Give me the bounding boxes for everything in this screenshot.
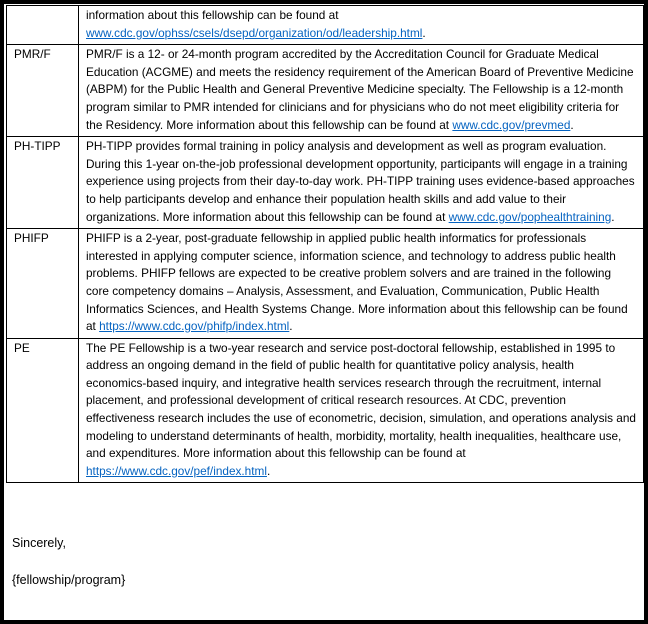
description-period: . (289, 319, 293, 334)
signature-placeholder: {fellowship/program} (12, 573, 126, 588)
fellowship-table (6, 5, 644, 483)
fellowship-acronym: PE (7, 338, 79, 483)
fellowship-description (79, 338, 644, 483)
description-text: PMR/F is a 12- or 24-month program accredited by the Accreditation Council for Graduate Medical Education (ACGME) and meets the residency requirement of the American Board of Preventive Medicine (ABPM) for the Public Health and General Preventive Medicine specialty. The Fellowship is a 12-month program similar to PMR intended for clinicians and for physicians who do not meet eligibility criteria for the Residency. More information about this fellowship can be found at (86, 47, 634, 132)
table-row (7, 137, 644, 229)
table-row (7, 45, 644, 137)
table-row (7, 338, 644, 483)
fellowship-link[interactable]: https://www.cdc.gov/pef/index.html (86, 463, 267, 478)
description-period: . (570, 117, 574, 132)
fellowship-description (79, 6, 644, 45)
table-row (7, 6, 644, 45)
fellowship-link[interactable]: https://www.cdc.gov/phifp/index.html (99, 319, 290, 334)
description-period: . (266, 463, 271, 478)
fellowship-acronym: PH-TIPP (7, 137, 79, 229)
description-period: . (611, 209, 615, 224)
description-text: The PE Fellowship is a two-year research and service post-doctoral fellowship, established in 1995 to address an ongoing demand in the field of public health for quantitative policy analysis, health economics-based inquiry, and integrative health services research through the recruitment, internal placement, and professional development of critical research resources. At CDC, prevention effectiveness research includes the use of econometric, decision, simulation, and operations analysis and modeling to understand determinants of health, morbidity, mortality, health inequalities, healthcare use, and expenditures. More information about this fellowship can be found at (86, 340, 636, 461)
fellowship-acronym: PHIFP (7, 229, 79, 339)
fellowship-acronym (7, 6, 79, 45)
description-text: information about this fellowship can be found at (86, 8, 339, 22)
fellowship-link[interactable]: www.cdc.gov/ophss/csels/dsepd/organization/od/leadership.html (86, 25, 423, 40)
description-text: PHIFP is a 2-year, post-graduate fellowship in applied public health informatics for professionals interested in applying computer science, information science, and technology to address public health problems. PHIFP fellows are expected to be creative problem solvers and are trained in the following core competency domains – Analysis, Assessment, and Evaluation, Communication, Public Health Informatics Sciences, and Health Systems Change. More information about this fellowship can be found at (86, 231, 628, 334)
closing-text: Sincerely, (12, 536, 66, 551)
description-period: . (422, 25, 426, 40)
fellowship-description (79, 137, 644, 229)
fellowship-description (79, 45, 644, 137)
fellowship-acronym: PMR/F (7, 45, 79, 137)
fellowship-description (79, 229, 644, 339)
description-text: PH-TIPP provides formal training in policy analysis and development as well as program evaluation. During this 1-year on-the-job professional development opportunity, participants will engage in a training experience using projects from their day-to-day work. PH-TIPP training uses evidence-based approaches to help participants develop and enhance their population health skills and add value to their organizations. More information about this fellowship can be found at (86, 139, 635, 224)
fellowship-link[interactable]: www.cdc.gov/prevmed (452, 117, 571, 132)
fellowship-link[interactable]: www.cdc.gov/pophealthtraining (448, 209, 612, 224)
table-row (7, 229, 644, 339)
